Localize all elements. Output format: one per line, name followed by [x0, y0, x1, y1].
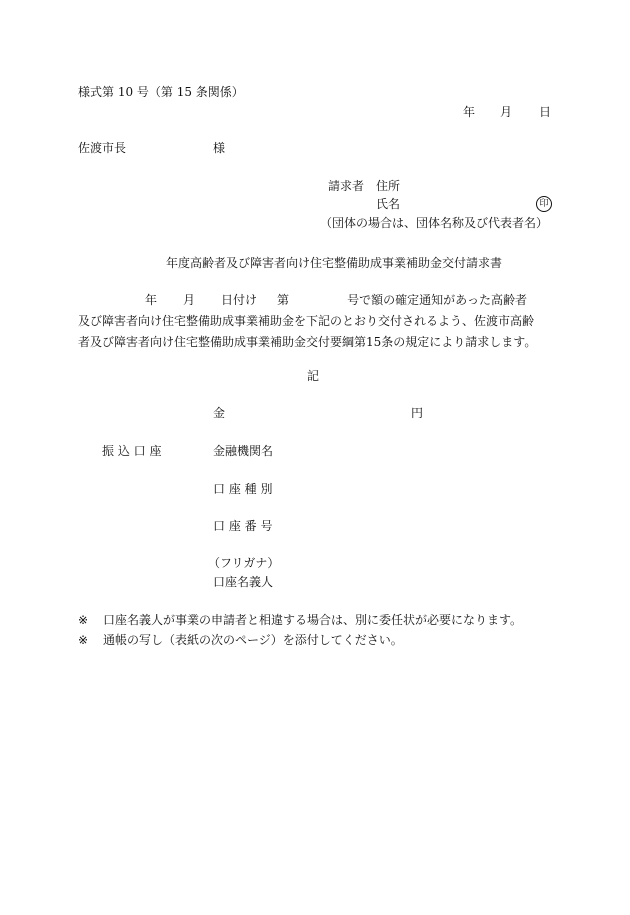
bank-account-number-label: 口 座 番 号 [213, 519, 273, 533]
ki-mark: 記 [307, 369, 320, 383]
body-text-1: 号で額の確定通知があった高齢者 [347, 293, 527, 307]
bank-account-type-label: 口 座 種 別 [213, 482, 273, 496]
applicant-name-label: 氏名 [376, 197, 401, 211]
body-month: 月 [183, 293, 196, 307]
note-text: 口座名義人が事業の申請者と相違する場合は、別に委任状が必要になります。 [103, 613, 523, 627]
note-mark: ※ [78, 613, 89, 627]
bank-section-label: 振 込 口 座 [102, 444, 162, 458]
body-line-1 [78, 290, 552, 311]
addressee-honorific: 様 [213, 141, 226, 155]
body-year: 年 [145, 293, 158, 307]
note-mark: ※ [78, 633, 89, 647]
group-note: （団体の場合は、団体名称及び代表者名） [320, 216, 549, 230]
body-paragraph [78, 290, 552, 353]
date-year-label: 年 [463, 105, 476, 119]
form-number: 様式第 10 号（第 15 条関係） [78, 85, 244, 99]
applicant-role-label: 請求者 [328, 179, 365, 193]
amount-label: 金 [213, 406, 226, 420]
bank-institution-label: 金融機関名 [213, 444, 274, 458]
bank-holder-label: 口座名義人 [213, 575, 274, 589]
body-line-3: 者及び障害者向け住宅整備助成事業補助金交付要綱第15条の規定により請求します。 [78, 335, 537, 349]
note-text: 通帳の写し（表紙の次のページ）を添付してください。 [103, 633, 403, 647]
body-date-suffix: 日付け [221, 293, 258, 307]
body-line-2: 及び障害者向け住宅整備助成事業補助金を下記のとおり交付されるよう、佐渡市高齢 [78, 314, 535, 328]
document-title: 年度高齢者及び障害者向け住宅整備助成事業補助金交付請求書 [166, 256, 503, 270]
date-month-label: 月 [500, 105, 513, 119]
body-dai: 第 [277, 293, 290, 307]
applicant-address-label: 住所 [376, 179, 401, 193]
amount-unit: 円 [411, 406, 424, 420]
date-day-label: 日 [539, 105, 552, 119]
seal-mark: 印 [536, 196, 552, 212]
bank-furigana-label: （フリガナ） [208, 556, 280, 570]
addressee-name: 佐渡市長 [78, 141, 127, 155]
